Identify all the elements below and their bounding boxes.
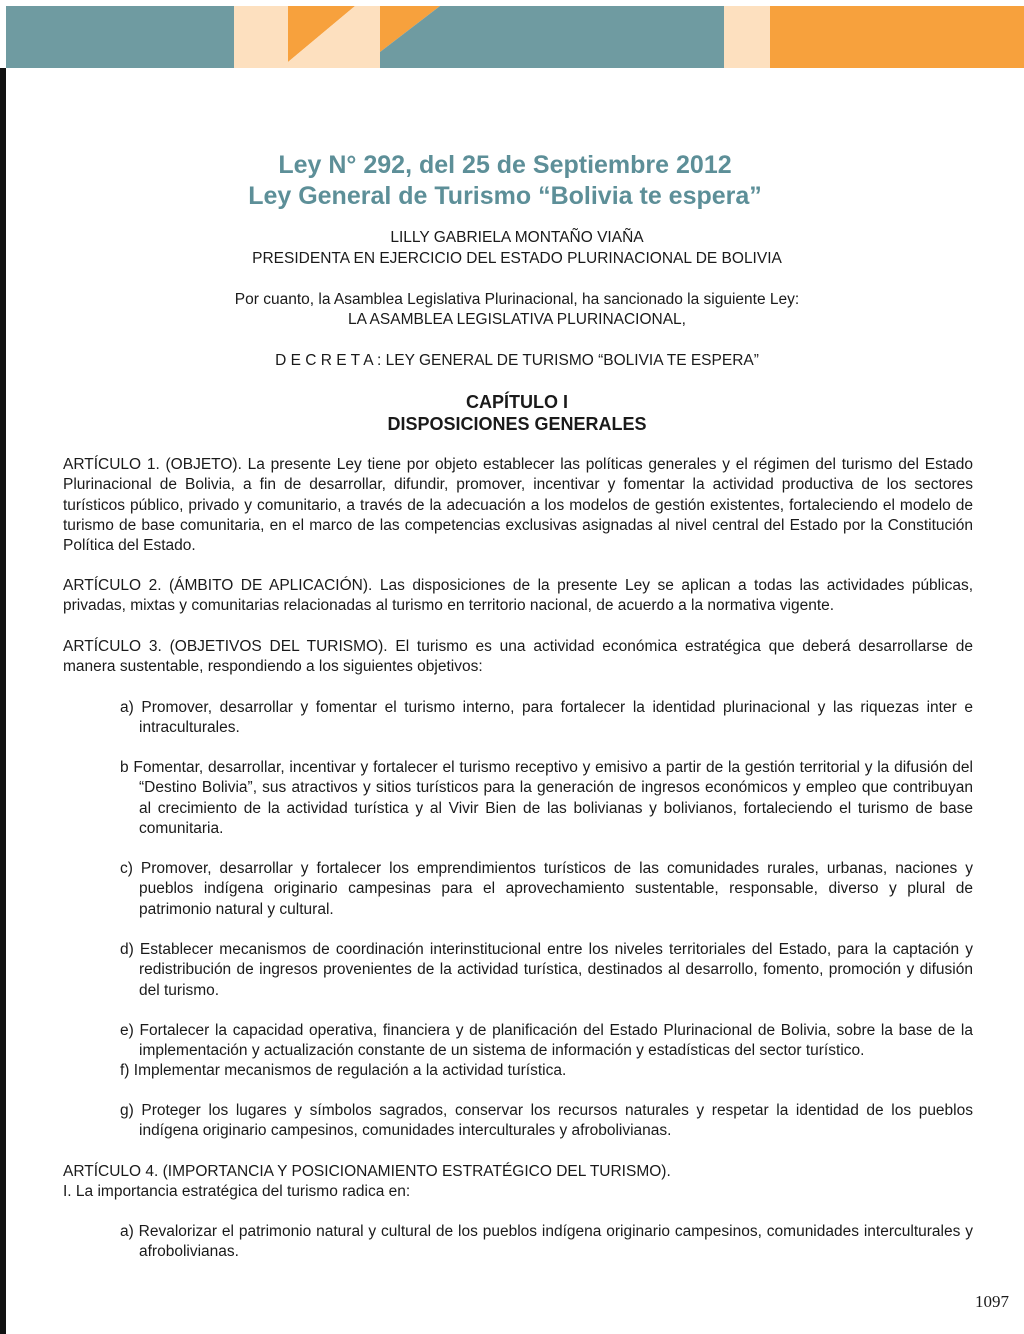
- article-3-item-d: d) Establecer mecanismos de coordinación interinstitucional entre los niveles territoriales del Estado, para la captación y redistribución de ingresos provenientes de la actividad turística, destinados al desarrollo, fomento, promoción y difusión del turismo.: [120, 941, 973, 999]
- signer-role: PRESIDENTA EN EJERCICIO DEL ESTADO PLURINACIONAL DE BOLIVIA: [252, 250, 782, 267]
- page-number: 1097: [975, 1292, 1009, 1311]
- article-3: ARTÍCULO 3. (OBJETIVOS DEL TURISMO). El turismo es una actividad económica estratégica que deberá desarrollarse de manera sustentable, respondiendo a los siguientes objetivos:: [63, 638, 973, 676]
- article-4: ARTÍCULO 4. (IMPORTANCIA Y POSICIONAMIENTO ESTRATÉGICO DEL TURISMO).: [63, 1163, 671, 1180]
- asamblea-text: LA ASAMBLEA LEGISLATIVA PLURINACIONAL,: [348, 311, 686, 328]
- article-3-item-c: c) Promover, desarrollar y fortalecer los emprendimientos turísticos de las comunidades rurales, urbanas, naciones y pueblos indígena originario campesinas para el aprovechamiento sustentable, responsable, diverso y plural de patrimonio natural y cultural.: [120, 860, 973, 918]
- signer-name: LILLY GABRIELA MONTAÑO VIAÑA: [390, 229, 644, 246]
- law-subtitle: Ley General de Turismo “Bolivia te espera”: [248, 182, 762, 210]
- article-3-item-g: g) Proteger los lugares y símbolos sagrados, conservar los recursos naturales y respetar la identidad de los pueblos indígena originario campesinos, comunidades interculturales y afrobolivianas.: [120, 1102, 973, 1140]
- decreta-text: D E C R E T A : LEY GENERAL DE TURISMO “BOLIVIA TE ESPERA”: [275, 352, 759, 369]
- article-4-intro: I. La importancia estratégica del turismo radica en:: [63, 1183, 411, 1200]
- chapter-name: DISPOSICIONES GENERALES: [387, 414, 647, 434]
- article-1: ARTÍCULO 1. (OBJETO). La presente Ley tiene por objeto establecer las políticas generales y el régimen del turismo del Estado Plurinacional de Bolivia, a fin de desarrollar, difundir, promover, incentivar y fomentar la actividad productiva de los sectores turísticos público, privado y comunitario, a través de la adecuación a los modelos de gestión existentes, fortaleciendo el modelo de turismo de base comunitaria, en el marco de las competencias exclusivas asignadas al nivel central del Estado por la Constitución Política del Estado.: [63, 456, 973, 555]
- article-4-item-a: a) Revalorizar el patrimonio natural y cultural de los pueblos indígena originario campesinos, comunidades interculturales y afrobolivianas.: [120, 1223, 973, 1261]
- law-title: Ley N° 292, del 25 de Septiembre 2012: [278, 151, 732, 179]
- article-3-item-e: e) Fortalecer la capacidad operativa, financiera y de planificación del Estado Plurinacional de Bolivia, sobre la base de la implementación y actualización constante de un sistema de información y estadísticas del sector turístico.: [120, 1022, 973, 1060]
- por-cuanto-text: Por cuanto, la Asamblea Legislativa Plurinacional, ha sancionado la siguiente Ley:: [234, 291, 800, 308]
- banner-graphic: [0, 0, 1024, 68]
- article-3-item-a: a) Promover, desarrollar y fomentar el turismo interno, para fortalecer la identidad plurinacional y las riquezas inter e intraculturales.: [120, 699, 973, 737]
- article-3-item-f: f) Implementar mecanismos de regulación a la actividad turística.: [120, 1062, 567, 1079]
- decorative-banner: [0, 0, 1024, 68]
- article-3-item-b: b Fomentar, desarrollar, incentivar y fortalecer el turismo receptivo y emisivo a partir de la gestión territorial y la difusión del “Destino Bolivia”, sus atractivos y sitios turísticos para la generación de ingresos económicos y empleo que contribuyan al crecimiento de la actividad turística y al Vivir Bien de las bolivianas y bolivianos, fortaleciendo el turismo de base comunitaria.: [120, 759, 973, 837]
- chapter-number: CAPÍTULO I: [466, 392, 568, 412]
- article-2: ARTÍCULO 2. (ÁMBITO DE APLICACIÓN). Las disposiciones de la presente Ley se aplican a todas las actividades públicas, privadas, mixtas y comunitarias relacionadas al turismo en territorio nacional, de acuerdo a la normativa vigente.: [63, 577, 973, 615]
